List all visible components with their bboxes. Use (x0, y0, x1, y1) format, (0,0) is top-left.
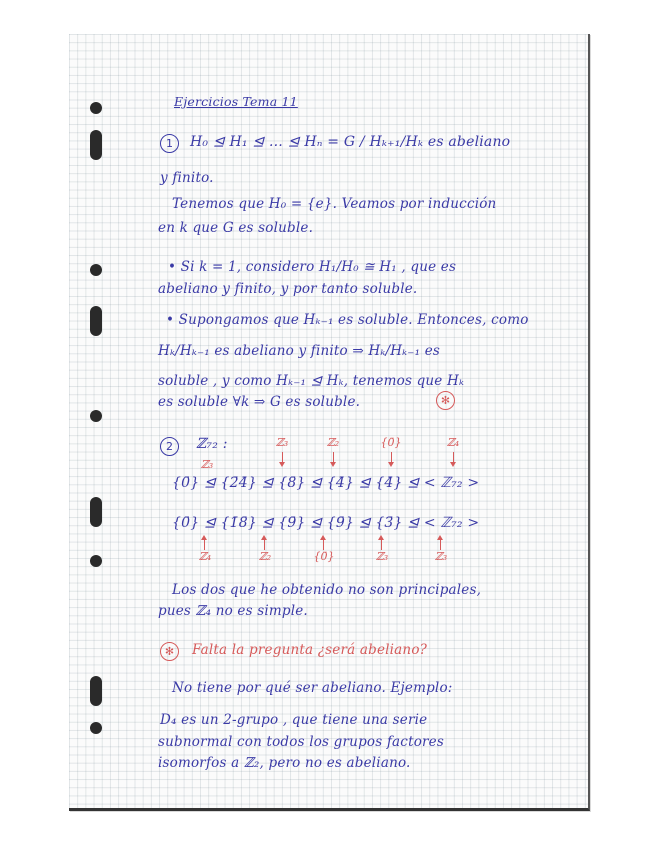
punch-hole (90, 410, 102, 422)
punch-hole (90, 555, 102, 567)
arrow-icon (282, 452, 283, 464)
correction-note: Falta la pregunta ¿será abeliano? (192, 642, 428, 658)
punch-hole (90, 130, 102, 160)
arrow-icon (440, 538, 441, 550)
punch-hole (90, 497, 102, 527)
exercise-number-1: 1 (160, 134, 179, 153)
arrow-icon (453, 452, 454, 464)
punch-hole (90, 102, 102, 114)
factor-annotation: {0̄} (380, 436, 402, 449)
factor-annotation: ℤ₃ (434, 550, 448, 563)
factor-annotation: {0̄} (313, 550, 335, 563)
ex2-text-line: pues ℤ₄ no es simple. (158, 603, 308, 619)
punch-hole (90, 722, 102, 734)
answer-line: isomorfos a ℤ₂, pero no es abeliano. (158, 755, 411, 771)
ex1-text-line: Tenemos que H₀ = {e}. Veamos por inducción (172, 196, 497, 212)
factor-annotation: ℤ₃ (375, 550, 389, 563)
ex1-statement-line-2: y finito. (160, 170, 214, 186)
arrow-icon (381, 538, 382, 550)
ex1-inductive-step: • Supongamos que Hₖ₋₁ es soluble. Entonces, como (166, 312, 529, 328)
arrow-icon (204, 538, 205, 550)
ex1-text-line: Hₖ/Hₖ₋₁ es abeliano y finito ⇒ Hₖ/Hₖ₋₁ es (158, 343, 441, 359)
ex1-text-line: soluble , y como Hₖ₋₁ ⊴ Hₖ, tenemos que Hₖ (158, 373, 465, 389)
composition-series-2: {0̄} ⊴ {1̄8̄} ⊴ {9̄} ⊴ {9̄} ⊴ {3̄} ⊴ < ℤ₇₂ > (172, 515, 480, 531)
arrow-icon (391, 452, 392, 464)
arrow-icon (333, 452, 334, 464)
ex1-text-line: en k que G es soluble. (158, 220, 314, 236)
composition-series-1: {0̄} ⊴ {2̄4̄} ⊴ {8̄} ⊴ {4̄} ⊴ {4̄} ⊴ < ℤ₇₂ > (172, 475, 480, 491)
answer-line: subnormal con todos los grupos factores (158, 734, 444, 750)
punch-hole (90, 676, 102, 706)
exercise-number-2: 2 (160, 437, 179, 456)
ex1-base-case: • Si k = 1, considero H₁/H₀ ≅ H₁ , que es (168, 259, 457, 275)
ex2-text-line: Los dos que he obtenido no son principales, (172, 582, 482, 598)
factor-annotation: ℤ₂ (326, 436, 340, 449)
answer-line: D₄ es un 2-grupo , que tiene una serie (160, 712, 428, 728)
factor-annotation: ℤ₃ (275, 436, 289, 449)
correction-mark: ✻ (436, 391, 455, 410)
arrow-icon (323, 538, 324, 550)
factor-annotation: ℤ₄ (198, 550, 212, 563)
ex1-text-line: abeliano y finito, y por tanto soluble. (158, 281, 418, 297)
punch-hole (90, 306, 102, 336)
factor-annotation: ℤ₄ (446, 436, 460, 449)
correction-mark: ✻ (160, 642, 179, 661)
factor-annotation: ℤ₂ (258, 550, 272, 563)
arrow-icon (264, 538, 265, 550)
ex1-conclusion: es soluble ∀k ⇒ G es soluble. (158, 394, 361, 410)
ex2-group-label: ℤ₇₂ : (196, 436, 228, 452)
answer-line: No tiene por qué ser abeliano. Ejemplo: (172, 680, 453, 696)
factor-annotation: ℤ₃ (200, 458, 214, 471)
punch-hole (90, 264, 102, 276)
ex1-statement-line-1: H₀ ⊴ H₁ ⊴ … ⊴ Hₙ = G / Hₖ₊₁/Hₖ es abeliano (190, 134, 511, 150)
page-title: Ejercicios Tema 11 (174, 94, 298, 109)
